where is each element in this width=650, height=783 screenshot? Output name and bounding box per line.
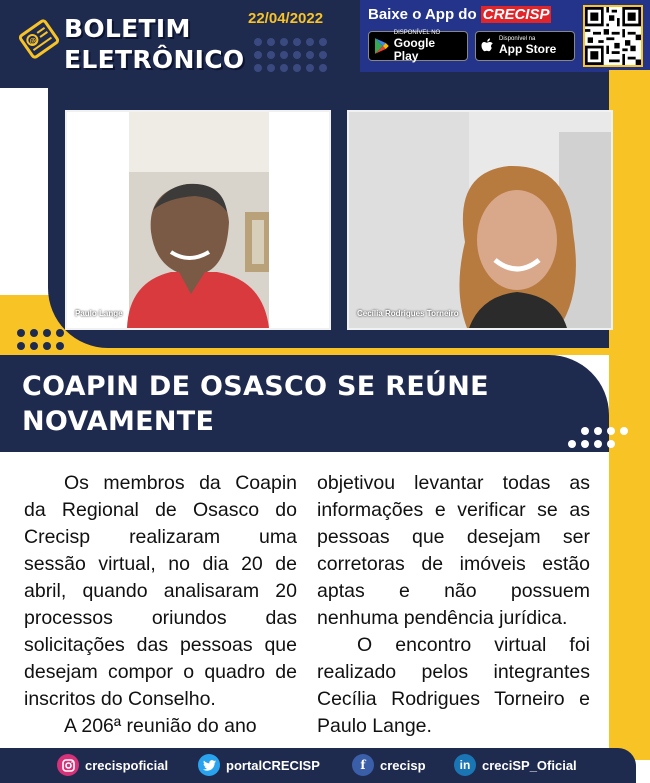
paragraph: objetivou levantar todas as informações e verificar se as pessoas que desejam ser corretoras de imóveis estão aptas e não possuem nenhuma pendência jurídica. [317, 472, 590, 629]
facebook-link[interactable]: f crecisp [352, 754, 426, 776]
yellow-side-bar [609, 70, 650, 760]
photo-caption: Cecília Rodrigues Torneiro [357, 309, 459, 318]
instagram-link[interactable]: crecispoficial [57, 754, 168, 776]
article-body [24, 470, 590, 740]
photo-caption: Paulo Lange [75, 309, 123, 318]
app-promo-text: Baixe o App do CRECISP [368, 6, 550, 23]
linkedin-link[interactable]: in creciSP_Oficial [454, 754, 577, 776]
issue-date: 22/04/2022 [248, 10, 324, 27]
qr-code [583, 5, 643, 67]
article-title: COAPIN DE OSASCO SE REÚNE NOVAMENTE [22, 371, 489, 437]
person-photo [67, 112, 329, 328]
app-store-button[interactable]: Disponível na App Store [475, 31, 575, 61]
article-column-2 [317, 470, 590, 740]
decorative-dots-left [17, 329, 64, 350]
google-play-button[interactable]: DISPONÍVEL NO Google Play [368, 31, 468, 61]
newsletter-icon [14, 14, 64, 64]
logo-title-line2: ELETRÔNICO [64, 45, 245, 74]
crecisp-brand: CRECISP [482, 6, 550, 23]
video-frame-cecilia [347, 110, 613, 330]
person-photo [349, 112, 611, 328]
paragraph: A 206ª reunião do ano [64, 715, 257, 737]
svg-text:@: @ [27, 35, 39, 47]
facebook-icon: f [352, 754, 374, 776]
decorative-dots-right [568, 427, 628, 448]
logo-title-line1: BOLETIM [64, 14, 191, 43]
paragraph: O encontro virtual foi realizado pelos integrantes Cecília Rodrigues Torneiro e Paulo Lange. [317, 634, 590, 737]
decorative-dots [254, 38, 327, 72]
linkedin-icon: in [454, 754, 476, 776]
instagram-icon [57, 754, 79, 776]
google-play-icon [374, 37, 390, 55]
video-frame-paulo [65, 110, 331, 330]
apple-icon [481, 38, 495, 54]
qr-code-icon [585, 7, 641, 65]
article-column-1 [24, 470, 297, 740]
twitter-link[interactable]: portalCRECISP [198, 754, 320, 776]
twitter-icon [198, 754, 220, 776]
paragraph: Os membros da Coapin da Regional de Osasco do Crecisp realizaram uma sessão virtual, no dia 20 de abril, quando analisaram 20 processos oriundos das solicitações das pessoas que desejam compor o quadro de inscritos do Conselho. [24, 472, 297, 710]
